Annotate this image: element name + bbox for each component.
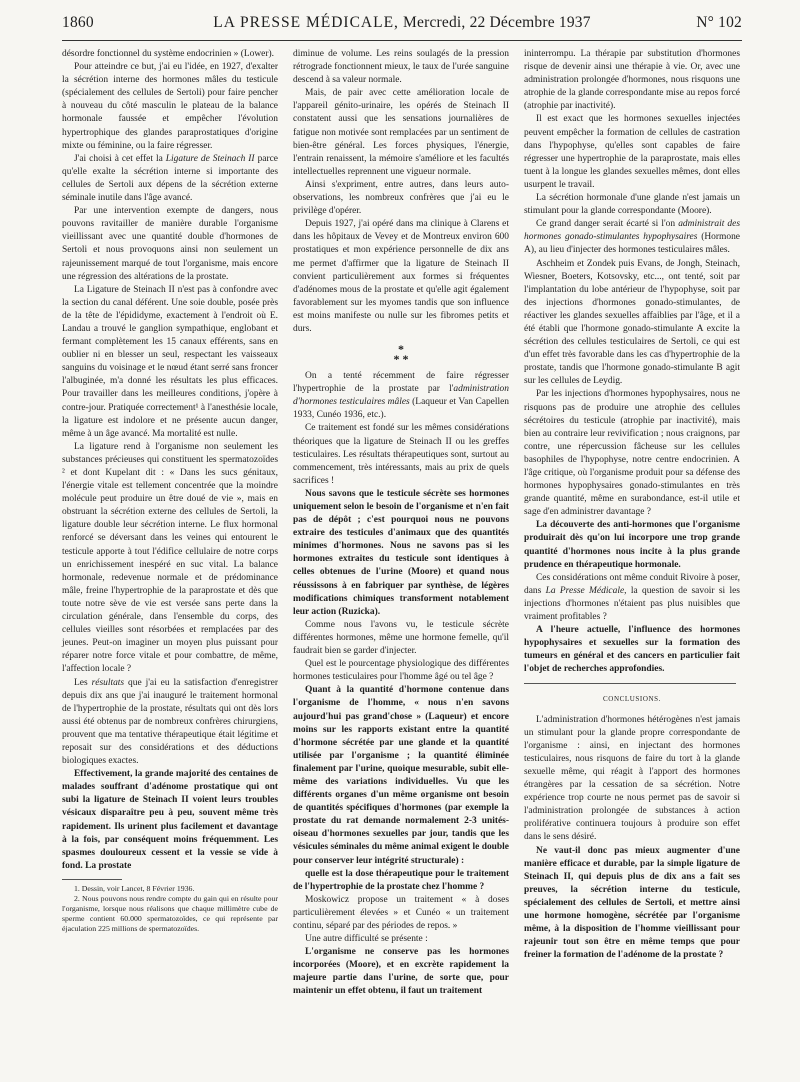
paragraph: ininterrompu. La thérapie par substitution d'hormones risque de devenir ainsi une thérapie à vie. Or, avec une administration prolongée d'hormones, nous risquons une atrophie de la glande correspondante mise au repos forcé (atrophie par inactivité).: [524, 49, 740, 112]
conclusions-heading: CONCLUSIONS.: [603, 694, 661, 703]
column-3: [524, 48, 740, 962]
footnote-2: 2. Nous pouvons nous rendre compte du gain qui en résulte pour l'organisme, lorsque nous réalisons que chaque millimètre cube de sperme contient 60.000 spermatozoïdes, ce qui représente par éjaculation 225 millions de spermatozoïdes.: [62, 893, 278, 933]
section-separator: [293, 342, 509, 367]
text-run: (Laqueur et Van Capellen 1933, Cunéo 1936, etc.).: [293, 397, 509, 421]
emphasis: administration d'hormones testiculaires mâles: [293, 384, 509, 408]
paragraph: Moskowicz propose un traitement « à doses particulièrement élevées » et Cunéo « un traitement continu, séparé par des périodes de repos. »: [293, 894, 509, 931]
paragraph: Depuis 1927, j'ai opéré dans ma clinique à Clarens et dans les hôpitaux de Vevey et de Montreux environ 600 prostatiques et mon expérience personnelle de dix ans me permet d'affirmer que la ligature de Steinach II convient particulièrement aux formes si fréquentes d'adénomes mous de la prostate et qu'elle agit également favorablement sur les myomes tandis que son influence est moins manifeste ou nulle sur les fibromes petits et durs.: [293, 219, 509, 334]
paragraph: [62, 677, 278, 769]
column-1: [62, 48, 278, 934]
paragraph: A l'heure actuelle, l'influence des hormones hypophysaires et sexuelles sur la formation des tumeurs en général et des cancers en particulier fait l'objet de recherches approfondies.: [524, 625, 740, 675]
paragraph: La Ligature de Steinach II n'est pas à confondre avec la section du canal déférent. Une soie double, posée près de la tête de l'épididyme, exactement à l'endroit où E. Landau a trouvé le ganglion sympathique, englobant et fermant complètement les 15 canaux efférents, sans en oublier ni en blesser un seul, respectant les vaisseaux sanguins du voisinage et le nœud étant serré sans froncer l'albuginée, m'a donné les résultats les plus efficaces. Pour travailler dans les meilleures conditions, j'opère à contre-jour. Pratiquée correctement¹ à l'anesthésie locale, la ligature est indolore et ne présente aucun danger, même à un âge avancé. Ma mortalité est nulle.: [62, 284, 278, 439]
paragraph: diminue de volume. Les reins soulagés de la pression rétrograde fonctionnent mieux, le taux de l'urée sanguine descend à sa valeur normale.: [293, 49, 509, 86]
paragraph: Une autre difficulté se présente :: [305, 934, 428, 945]
paragraph: Aschheim et Zondek puis Evans, de Jongh, Steinach, Wiesner, Boeters, Kotsovsky, etc..., ont tenté, soit par l'implantation du lobe antérieur de l'hypophyse, soit par des injections d'hormones gonado-stimulantes, de réactiver les glandes sexuelles affaiblies par l'âge, et il a été établi que l'hormone gonado-stimulante A excite la sécrétion des cellules testiculaires de Sertoli, ce qui est d'un effet très favorable dans les cas d'hypertrophie de la prostate, tandis que l'hormone gonado-stimulante B agit sur les cellules de Leydig.: [524, 258, 740, 387]
text-run: Ce grand danger serait écarté si l'on: [536, 219, 679, 230]
text-run: , la question de savoir si les injections d'hormones n'étaient pas plus nuisibles que vraiment profitables ?: [524, 585, 740, 623]
asterism-bottom: * *: [393, 352, 409, 367]
section-rule: [524, 683, 736, 684]
paragraph: [524, 572, 740, 624]
paragraph: Ce traitement est fondé sur les mêmes considérations théoriques que la ligature de Steinach II ou les greffes testiculaires. Les résultats thérapeutiques sont, surtout au commencement, très intéressants, mais au prix de quels sacrifices !: [293, 423, 509, 486]
text-run: Ces considérations ont même conduit Rivoire à poser, dans: [524, 572, 740, 596]
issue-date: Mercredi, 22 Décembre 1937: [403, 14, 591, 31]
paragraph: Par les injections d'hormones hypophysaires, nous ne risquons pas de produire une atrophie des cellules sécrétoires du testicule (atrophie par inactivité), mais bien au contraire leur revivification ; nous craignons, par contre, une répercussion fâcheuse sur les cellules basophiles de l'hypophyse, notre centre endocrinien. A l'âge critique, où l'organisme produit pour sa défense des hormones hypophysaires gonado-stimulantes en très grande quantité, même en surabondance, est-il utile et sage d'en administrer davantage ?: [524, 389, 740, 518]
paragraph: Mais, de pair avec cette amélioration locale de l'appareil génito-urinaire, les opérés de Steinach II constatent aussi que les sensations journalières de fatigue non motivée sont remplacées par un sentiment de bien-être général. Les forces physiques, l'énergie, l'entrain renaissent, la mémoire s'améliore et les facultés intellectuelles reprennent une vigueur normale.: [293, 88, 509, 177]
paragraph: [293, 370, 509, 422]
footnote-1: 1. Dessin, voir Lancet, 8 Février 1936.: [74, 883, 195, 893]
text-run: parce qu'elle exalte la sécrétion interne si importante des cellules de Sertoli aux dépens de la sécrétion externe séminale inutile dans l'âge avancé.: [62, 153, 278, 204]
paragraph: Effectivement, la grande majorité des centaines de malades souffrant d'adénome prostatique qui ont subi la ligature de Steinach II voient leurs troubles vésicaux disparaître peu à peu, souvent même très rapidement. Ils urinent plus facilement et davantage à la fois, par conséquent moins fréquemment. Les spasmes douloureux cessent et la vessie se vide à fond. La prostate: [62, 769, 278, 871]
page-number: 1860: [62, 14, 94, 31]
text-run: (Hormone A), au lieu d'injecter des hormones testiculaires mâles.: [524, 232, 740, 256]
emphasis: Ligature de Steinach II: [165, 153, 255, 164]
paragraph: Quel est le pourcentage physiologique des différentes hormones testiculaires pour l'homme âgé ou tel âge ?: [293, 659, 509, 683]
paragraph: [62, 153, 278, 205]
paragraph: La ligature rend à l'organisme non seulement les substances précieuses qui constituent les spermatozoïdes ² et dont Kupelant dit : « Dans les sucs génitaux, l'énergie vitale est tellement concentrée que la moindre molécule peut produire un être doué de vie », mais en obstruant la sécrétion externe des cellules de Sertoli, la ligature double leur sécrétion interne. Le flux hormonal renforcé se déversant dans les veines qui entourent le testicule apporte à tout l'édifice cellulaire de notre corps un enrichissement inespéré en suc vital. La balance hormonale, redevenue normale et de prédominance mâle, freine l'hypertrophie de la paraprostate et dès que toute notre sève de vie est versée sans perte dans la circulation générale, dans l'ensemble du corps, des cellules vieilles sont résorbées et remplacées par des jeunes. Peut-on imaginer un moyen plus puissant pour réparer notre force vitale et pour combattre, de même, l'affection locale ?: [62, 441, 278, 675]
issue-number: N° 102: [696, 14, 742, 31]
paragraph: L'administration d'hormones hétérogènes n'est jamais un stimulant pour la glande propre correspondante de l'organisme : ainsi, en injectant des hormones testiculaires, nous risquons de faire du tort à la glande sexuelle même, qui réagit à l'apport des hormones étrangères par la cessation de sa sécrétion. Notre expérience trop courte ne nous permet pas de savoir si l'administration prolongée de substances à action proliférative continuera toujours à produire son effet dans le sens désiré.: [524, 714, 740, 843]
paragraph: Ne vaut-il donc pas mieux augmenter d'une manière efficace et durable, par la simple ligature de Steinach II, qui depuis plus de dix ans a fait ses preuves, la sécrétion interne du testicule, spécialement des cellules de Sertoli, et mettre ainsi une hormone homogène, sécrétée par l'organisme même, à la disposition de l'homme vieillissant pour rajeunir tout son être en même temps que pour freiner la formation de l'adénome de la prostate ?: [524, 845, 740, 961]
header-rule: [62, 40, 742, 41]
asterism-top: *: [398, 342, 404, 357]
paragraph: quelle est la dose thérapeutique pour le traitement de l'hypertrophie de la prostate chez l'homme ?: [293, 868, 509, 892]
page-header: [62, 14, 742, 36]
paragraph: Pour atteindre ce but, j'ai eu l'idée, en 1927, d'exalter la sécrétion interne des hormones mâles du testicule (spécialement des cellules de Sertoli) pour faire pencher à nouveau du côté masculin le plateau de la balance hormonale faussée et empêcher l'évolution hypertrophique des glandes paraprostatiques d'origine mixte ou féminine, ou la faire régresser.: [62, 62, 278, 151]
paragraph: La découverte des anti-hormones que l'organisme produirait dès qu'on lui incorpore une trop grande quantité d'hormones nous incite à la plus grande prudence en thérapeutique hormonale.: [524, 520, 740, 570]
paragraph: Par une intervention exempte de dangers, nous pouvons ravitailler de manière durable l'organisme vieillissant avec une quantité double d'hormones de Sertoli et nous provoquons ainsi non seulement un rajeunissement marqué de tout l'organisme, mais encore une régression des altérations de la prostate.: [62, 206, 278, 282]
paragraph: Il est exact que les hormones sexuelles injectées peuvent empêcher la formation de cellules de castration dans l'hypophyse, qu'elles sont capables de faire régresser une hypertrophie de la paraprostate, mais elles tuent à la longue les glandes sexuelles mêmes, dont elles usurpent le travail.: [524, 114, 740, 190]
column-2: [293, 48, 509, 999]
paragraph: [524, 218, 740, 257]
journal-title: [62, 14, 742, 32]
text-run: J'ai choisi à cet effet la: [74, 153, 166, 164]
paragraph: Quant à la quantité d'hormone contenue dans l'organisme de l'homme, « nous n'en savons aujourd'hui pas grand'chose » (Laqueur) et encore moins sur les rapports existant entre la quantité d'hormone sécrétée par une glande et la quantité utilisée par l'organisme ; la quantité éliminée finalement par l'urine, quoique mesurable, subit elle-même des variations individuelles. Vu que les différents organes d'un même organisme ont besoin de quantités spécifiques d'hormones (par exemple la prostate du rat demande normalement 2-3 unités-oiseau d'hormones sexuelles par jour, tandis que les vésicules séminales du même animal exigent le double pour conserver leur intégrité structurale) :: [293, 685, 509, 866]
paragraph: Comme nous l'avons vu, le testicule sécrète différentes hormones, même une hormone femelle, qu'il faudrait bien se garder d'injecter.: [293, 619, 509, 657]
emphasis: résultats: [91, 677, 125, 688]
emphasis: La Presse Médicale: [545, 585, 625, 596]
text-run: On a tenté récemment de faire régresser l'hypertrophie de la prostate par l': [293, 371, 509, 395]
text-run: que j'ai eu la satisfaction d'enregistrer depuis dix ans que j'ai inauguré le traitement hormonal de l'hypertrophie de la prostate, résultats qui ont dès lors aussi été obtenus par de nombreux confrères chirurgiens, prouvent que ma tentative thérapeutique était légitime et reposait sur des considérations et des déductions biologiques exactes.: [62, 677, 278, 767]
paragraph: Nous savons que le testicule sécrète ses hormones uniquement selon le besoin de l'organisme et n'en fait pas de dépôt ; c'est pourquoi nous ne pouvons extraire des testicules d'animaux que des quantités minimes d'hormones. Nous ne savons pas si les hormones extraites du testicule sont identiques à celles obtenues de l'urine (Moore) et quand nous réussissons à en fabriquer par synthèse, de légères modifications chimiques transforment notablement leur action (Ruzicka).: [293, 488, 509, 617]
paragraph: désordre fonctionnel du système endocrinien » (Lower).: [62, 49, 275, 59]
paragraph: La sécrétion hormonale d'une glande n'est jamais un stimulant pour la glande correspondante (Moore).: [524, 193, 740, 217]
emphasis: administrait des hormones gonado-stimulantes hypophysaires: [524, 219, 740, 243]
text-run: Les: [74, 677, 92, 688]
footnote-rule: [62, 879, 122, 880]
paragraph: L'organisme ne conserve pas les hormones incorporées (Moore), et en excrète rapidement la majeure partie dans l'urine, de sorte que, pour maintenir un effet obtenu, il faut un traitement: [293, 947, 509, 997]
paragraph: Ainsi s'expriment, entre autres, dans leurs auto-observations, les nombreux confrères que j'ai eu le privilège d'opérer.: [293, 179, 509, 217]
publication-name: LA PRESSE MÉDICALE,: [213, 14, 399, 31]
